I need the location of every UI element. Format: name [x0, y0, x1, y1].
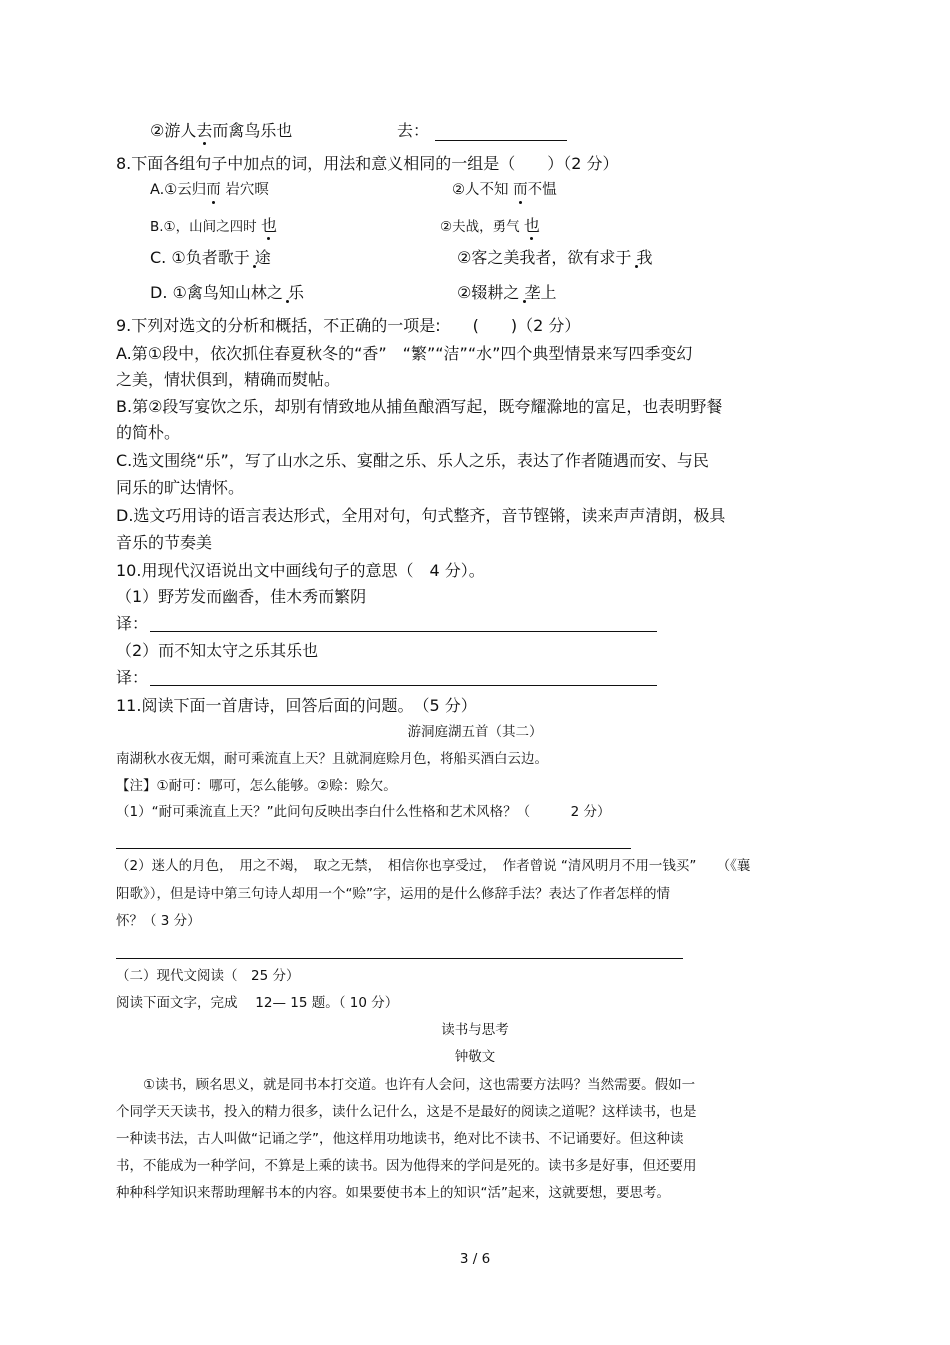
q9-option-c-line1: C.选文围绕“乐”，写了山水之乐、宴酣之乐、乐人之乐，表达了作者随遇而安、与民: [116, 451, 709, 470]
q11-sub-2-line1: （2）迷人的月色， 用之不竭， 取之无禁， 相信你也享受过， 作者曾说 “清风明月不用一钱买” （《襄: [116, 858, 751, 874]
q9-option-d-line1: D.选文巧用诗的语言表达形式，全用对句，句式整齐，音节铿锵，读来声声清朗，极具: [116, 506, 726, 525]
text: 乐: [287, 283, 304, 302]
q10-sentence-2: （2）而不知太守之乐其乐也: [116, 641, 319, 660]
q8-option-d2: [457, 283, 556, 302]
section-heading: （二）现代文阅读（ 25 分）: [116, 968, 300, 984]
q8-option-c1: [150, 248, 271, 267]
article-paragraph-line: ①读书，顾名思义，就是同书本打交道。也许有人会问，这也需要方法吗？当然需要。假如一: [116, 1077, 696, 1093]
q9-stem: 9.下列对选文的分析和概括，不正确的一项是: ( )（2 分）: [116, 316, 581, 335]
q10-translate-label-2: 译：: [116, 668, 149, 687]
answer-line: [116, 848, 631, 849]
q11-sub-2-line2: 阳歌》），但是诗中第三句诗人却用一个“赊”字，运用的是什么修辞手法？表达了作者怎样的情: [116, 886, 670, 902]
q9-option-b-line1: B.第②段写宴饮之乐，却别有情致地从捕鱼酿酒写起，既夸耀滁地的富足，也表明野餐: [116, 397, 723, 416]
q8-stem: 8.下面各组句子中加点的词，用法和意义相同的一组是（ ）（2 分）: [116, 154, 619, 173]
answer-line: [150, 685, 657, 686]
answer-line: [150, 631, 657, 632]
q7-item-2: [150, 121, 292, 140]
text: 途: [254, 248, 271, 267]
q8-option-a2: [452, 182, 557, 199]
dotted-word: 去: [196, 121, 213, 140]
article-author: 钟敬文: [454, 1049, 496, 1065]
q9-option-d-line2: 音乐的节奏美: [116, 533, 213, 552]
text: A.①云归: [150, 182, 207, 198]
q10-stem: 10.用现代汉语说出文中画线句子的意思（ 4 分）。: [116, 561, 485, 580]
q8-option-b2: [440, 216, 540, 235]
q11-sub-2-line3: 怀？（ 3 分）: [116, 913, 201, 929]
article-paragraph-line: 一种读书法，古人叫做“记诵之学”，他这样用功地读书，绝对比不读书、不记诵要好。但这种读: [116, 1131, 684, 1147]
article-title: 读书与思考: [441, 1022, 509, 1038]
q8-option-c2: [457, 248, 652, 267]
q9-option-c-line2: 同乐的旷达情怀。: [116, 478, 245, 497]
text: 垄上: [524, 283, 557, 302]
text: ②夫战，勇气: [440, 219, 524, 235]
q9-option-a-line1: A.第①段中，依次抓住春夏秋冬的“香” “繁”“洁”“水”四个典型情景来写四季变幻: [116, 344, 693, 363]
dotted-word: 而: [206, 182, 221, 198]
q9-option-b-line2: 的简朴。: [116, 423, 181, 442]
dotted-word: 也: [260, 216, 277, 235]
text: C. ①负者歌于: [150, 248, 255, 267]
q9-option-a-line2: 之美，情状俱到，精确而熨帖。: [116, 370, 341, 389]
poem-title: 游洞庭湖五首（其二）: [407, 724, 543, 740]
text: ②辍耕之: [457, 283, 525, 302]
text: D. ①禽鸟知山林之: [150, 283, 288, 302]
text: ②客之美我者，欲有求于: [457, 248, 637, 267]
q11-stem: 11.阅读下面一首唐诗，回答后面的问题。 （5 分）: [116, 696, 477, 715]
q8-option-a1: [150, 182, 269, 199]
q7-blank-label: 去：: [397, 121, 430, 140]
poem-text: 南湖秋水夜无烟，耐可乘流直上天？且就洞庭赊月色，将船买酒白云边。: [116, 751, 548, 767]
q8-option-b1: [150, 216, 277, 235]
text: B.①，山间之四时: [150, 219, 261, 235]
q8-option-d1: [150, 283, 304, 302]
text: 我: [636, 248, 653, 267]
page-number: 3 / 6: [459, 1251, 491, 1267]
article-paragraph-line: 书，不能成为一种学问，不算是上乘的读书。因为他得来的学问是死的。读书多是好事，但还要用: [116, 1158, 697, 1174]
section-instructions: 阅读下面文字，完成 12— 15 题。（ 10 分）: [116, 995, 399, 1011]
text: ②人不知: [452, 182, 514, 198]
dotted-word: 也: [523, 216, 540, 235]
q10-sentence-1: （1）野芳发而幽香，佳木秀而繁阴: [116, 587, 367, 606]
text: 而禽鸟乐也: [212, 121, 293, 140]
q10-translate-label-1: 译：: [116, 614, 149, 633]
dotted-word: 而: [513, 182, 528, 198]
text: 岩穴暝: [220, 182, 269, 198]
answer-line: [116, 958, 683, 959]
q11-sub-1: （1）“耐可乘流直上天？”此问句反映出李白什么性格和艺术风格？（ 2 分）: [116, 804, 611, 820]
text: 不愠: [527, 182, 557, 198]
poem-note: 【注】①耐可：哪可，怎么能够。②赊：赊欠。: [116, 778, 397, 794]
article-paragraph-line: 种种科学知识来帮助理解书本的内容。如果要使书本上的知识“活”起来，这就要想，要思考。: [116, 1185, 670, 1201]
answer-blank-line: [435, 140, 567, 141]
article-paragraph-line: 个同学天天读书，投入的精力很多，读什么记什么，这是不是最好的阅读之道呢？这样读书，也是: [116, 1104, 697, 1120]
text: ②游人: [150, 121, 197, 140]
